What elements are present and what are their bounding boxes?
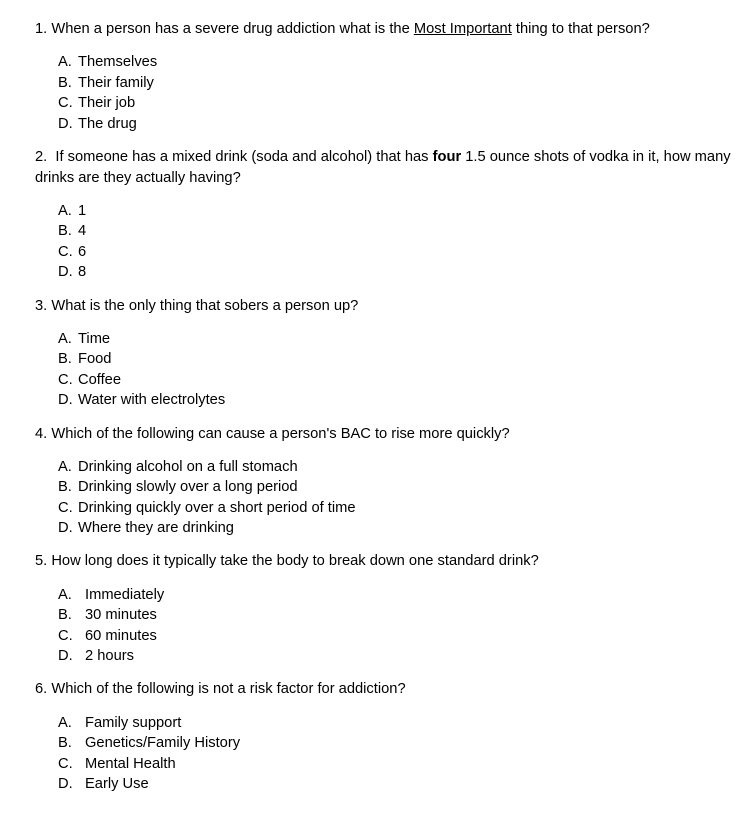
question-1-option-d — [58, 114, 735, 135]
question-1-option-c — [58, 93, 735, 114]
option-letter: B. — [58, 74, 72, 91]
question-1-text-part: 1. When a person has a severe drug addiction what is the — [35, 21, 414, 37]
option-letter: B. — [58, 607, 72, 624]
question-5-option-a — [58, 585, 735, 606]
option-letter: B. — [58, 479, 72, 496]
question-2-bold-word: four — [432, 148, 462, 165]
option-letter: A. — [58, 714, 72, 731]
option-text: Drinking quickly over a short period of time — [78, 499, 356, 516]
question-4-option-a — [58, 457, 735, 478]
question-6-option-a — [58, 713, 735, 734]
option-text: 8 — [78, 264, 87, 281]
option-text: Family support — [85, 714, 182, 731]
option-letter: D. — [58, 520, 73, 537]
question-2-options — [35, 201, 735, 283]
option-letter: A. — [58, 458, 72, 475]
question-3-text — [35, 296, 735, 317]
question-6-text — [35, 679, 735, 700]
question-2-option-c — [58, 242, 735, 263]
question-6-options — [35, 713, 735, 795]
question-5-options — [35, 585, 735, 667]
option-text: 1 — [78, 202, 87, 219]
question-1-text — [35, 19, 735, 40]
question-5-text-part: 5. How long does it typically take the body to break down one standard drink? — [35, 553, 539, 570]
question-6-option-c — [58, 754, 735, 775]
option-text: 60 minutes — [85, 627, 157, 644]
question-2-option-d — [58, 262, 735, 283]
question-2-text-part: 1.5 ounce shots of vodka in it, how many drinks are they actually having? — [35, 148, 735, 186]
option-letter: B. — [58, 223, 72, 240]
question-3-option-c — [58, 370, 735, 391]
option-letter: A. — [58, 202, 72, 219]
option-letter: C. — [58, 755, 73, 772]
question-1-option-a — [58, 52, 735, 73]
option-letter: C. — [58, 499, 73, 516]
option-text: 6 — [78, 243, 87, 260]
question-6 — [35, 679, 735, 794]
question-1-underlined-phrase: Most Important — [413, 21, 512, 37]
option-text: Coffee — [78, 371, 122, 388]
option-text: Early Use — [85, 776, 149, 793]
option-text: The drug — [78, 115, 137, 132]
option-letter: D. — [58, 776, 73, 793]
question-4-option-b — [58, 477, 735, 498]
option-text: 4 — [78, 223, 87, 240]
option-text: Immediately — [85, 586, 165, 603]
question-3-text-part: 3. What is the only thing that sobers a person up? — [35, 297, 359, 314]
option-letter: B. — [58, 351, 72, 368]
option-letter: C. — [58, 243, 73, 260]
question-2 — [35, 147, 735, 283]
option-letter: A. — [58, 330, 72, 347]
option-text: 2 hours — [85, 648, 134, 665]
question-2-text — [35, 147, 735, 188]
option-letter: D. — [58, 648, 73, 665]
option-text: Time — [78, 330, 111, 347]
question-2-option-a — [58, 201, 735, 222]
option-letter: A. — [58, 586, 72, 603]
option-letter: D. — [58, 115, 73, 132]
question-1-options — [35, 52, 735, 134]
question-4-text — [35, 424, 735, 445]
question-6-option-d — [58, 774, 735, 795]
question-3-options — [35, 329, 735, 411]
option-letter: A. — [58, 54, 72, 71]
option-text: Water with electrolytes — [78, 392, 226, 409]
question-4-option-c — [58, 498, 735, 519]
question-2-option-b — [58, 221, 735, 242]
question-5-text — [35, 551, 735, 572]
option-text: 30 minutes — [85, 607, 157, 624]
option-letter: D. — [58, 392, 73, 409]
option-text: Themselves — [78, 54, 158, 71]
question-6-option-b — [58, 733, 735, 754]
option-text: Where they are drinking — [78, 520, 234, 537]
question-1 — [35, 19, 735, 134]
question-3-option-b — [58, 349, 735, 370]
option-letter: C. — [58, 627, 73, 644]
option-text: Drinking alcohol on a full stomach — [78, 458, 298, 475]
question-5 — [35, 551, 735, 666]
option-text: Mental Health — [85, 755, 176, 772]
option-text: Genetics/Family History — [85, 735, 241, 752]
question-3 — [35, 296, 735, 411]
question-5-option-b — [58, 605, 735, 626]
option-text: Their family — [78, 74, 154, 91]
option-letter: D. — [58, 264, 73, 281]
question-4-option-d — [58, 518, 735, 539]
option-letter: C. — [58, 95, 73, 112]
question-5-option-d — [58, 646, 735, 667]
question-5-option-c — [58, 626, 735, 647]
question-1-option-b — [58, 73, 735, 94]
question-3-option-d — [58, 390, 735, 411]
question-4-options — [35, 457, 735, 539]
question-3-option-a — [58, 329, 735, 350]
option-letter: B. — [58, 735, 72, 752]
option-letter: C. — [58, 371, 73, 388]
option-text: Drinking slowly over a long period — [78, 479, 298, 496]
question-6-text-part: 6. Which of the following is not a risk factor for addiction? — [35, 681, 406, 698]
question-1-text-part: thing to that person? — [511, 21, 650, 37]
question-4 — [35, 424, 735, 539]
question-4-text-part: 4. Which of the following can cause a person's BAC to rise more quickly? — [35, 425, 510, 442]
question-2-text-part: 2. If someone has a mixed drink (soda and alcohol) that has — [35, 148, 433, 165]
option-text: Their job — [78, 95, 136, 112]
option-text: Food — [78, 351, 112, 368]
